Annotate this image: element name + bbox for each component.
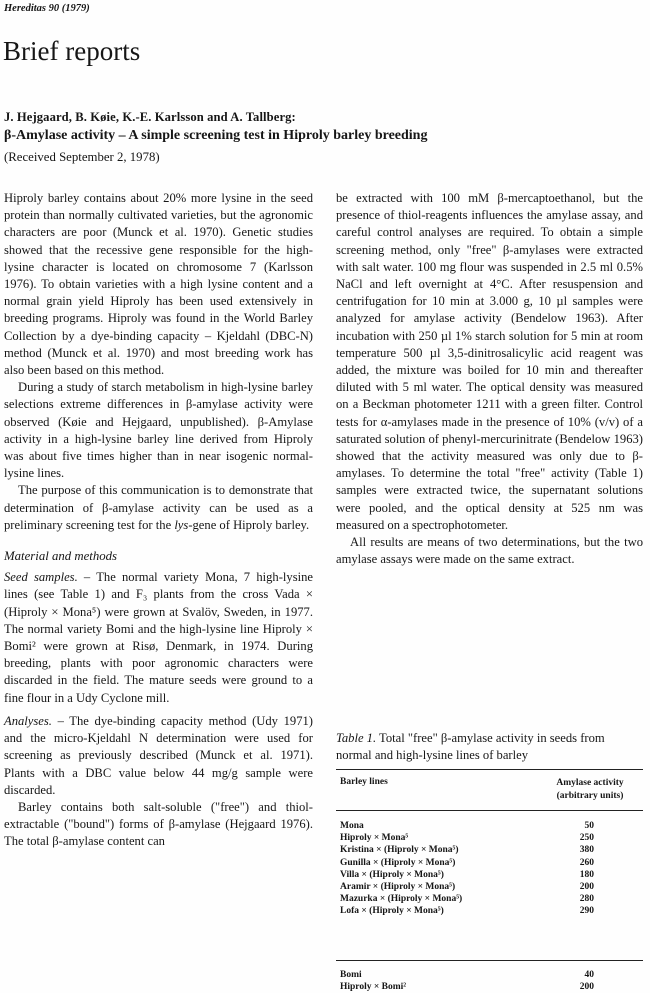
table-cell-line: Bomi bbox=[340, 970, 362, 980]
paragraph-seed bbox=[4, 569, 313, 707]
paragraph-barley: Barley contains both salt-soluble ("free") and thiol-extractable ("bound") forms of β-amylase (Hejgaard 1976). The total β-amylase content can bbox=[4, 799, 313, 849]
section-heading: Brief reports bbox=[3, 36, 141, 66]
table-header-rule bbox=[336, 810, 643, 811]
table-cell-line: Lofa × (Hiproly × Mona⁵) bbox=[340, 906, 444, 917]
table-caption-text: Total "free" β-amylase activity in seeds from normal and high-lysine lines of barley bbox=[336, 731, 605, 763]
table-cell-line: Kristina × (Hiproly × Mona⁵) bbox=[340, 845, 459, 856]
methods-heading: Material and methods bbox=[4, 549, 118, 564]
table-cell-line: Mona bbox=[340, 821, 364, 831]
paragraph-analyses bbox=[4, 713, 313, 799]
table-row bbox=[340, 881, 640, 893]
table-row bbox=[340, 820, 640, 832]
table-label: Table 1. bbox=[336, 731, 377, 745]
paragraph-results: All results are means of two determinations, but the two amylase assays were made on the same extract. bbox=[336, 535, 643, 567]
table-cell-activity: 200 bbox=[579, 882, 594, 892]
table-cell-line: Hiproly × Bomi² bbox=[340, 982, 407, 993]
table-row bbox=[340, 969, 640, 981]
paragraph-purpose bbox=[4, 482, 313, 534]
table-caption bbox=[336, 730, 643, 764]
article-title: β-Amylase activity – A simple screening test in Hiproly barley breeding bbox=[4, 128, 428, 143]
table-cell-activity: 180 bbox=[579, 869, 594, 880]
table-cell-activity: 250 bbox=[579, 833, 594, 844]
purpose-italic: lys bbox=[174, 517, 189, 532]
table-top-rule bbox=[336, 769, 643, 770]
table-row bbox=[340, 844, 640, 856]
table-row bbox=[340, 893, 640, 905]
received-date: (Received September 2, 1978) bbox=[4, 150, 160, 164]
right-column bbox=[336, 190, 643, 568]
seed-text: – The normal variety Mona, 7 high-lysine lines (see Table 1) and F₃ plants from the cross Vada × (Hiproly × Mona⁵) were grown at Svalöv, Sweden, in 1977. The normal variety Bomi and the high-lysine line Hiproly × Bomi² were grown at Risø, Denmark, in 1974. During breeding, plants with poor agronomic characters were discarded in the field. The mature seeds were ground to a fine flour in a Udy Cyclone mill. bbox=[4, 570, 313, 705]
table-cell-line: Hiproly × Mona⁵ bbox=[340, 833, 409, 844]
table-cell-activity: 50 bbox=[584, 821, 594, 831]
table-group-rule bbox=[336, 960, 643, 961]
table-row bbox=[340, 857, 640, 869]
table-header-activity-line1: Amylase activity bbox=[556, 778, 624, 788]
table-cell-line: Aramir × (Hiproly × Mona⁵) bbox=[340, 882, 456, 892]
table-header-activity-line2: (arbitrary units) bbox=[556, 791, 624, 801]
purpose-text-1: The purpose of this communication is to demonstrate that determination of β-amylase activity can be used as a preliminary screening test for the bbox=[4, 483, 313, 532]
authors: J. Hejgaard, B. Køie, K.-E. Karlsson and A. Tallberg: bbox=[4, 110, 296, 124]
table-cell-activity: 290 bbox=[579, 906, 594, 917]
table-cell-line: Villa × (Hiproly × Mona⁵) bbox=[340, 869, 444, 880]
paragraph-starch: During a study of starch metabolism in high-lysine barley selections extreme differences in β-amylase activity were observed (Køie and Hejgaard, unpublished). β-Amylase activity in a high-lysine barley line derived from Hiproly was about five times higher than in near isogenic normal-lysine lines. bbox=[4, 380, 313, 481]
journal-header: Hereditas 90 (1979) bbox=[4, 3, 90, 14]
table-cell-line: Gunilla × (Hiproly × Mona⁵) bbox=[340, 857, 456, 868]
table-row bbox=[340, 905, 640, 917]
table-row bbox=[340, 869, 640, 881]
table-cell-activity: 280 bbox=[579, 894, 594, 905]
purpose-text-2: -gene of Hiproly barley. bbox=[188, 517, 310, 532]
analyses-text: – The dye-binding capacity method (Udy 1971) and the micro-Kjeldahl N determination were used for screening as previously described (Munck et al. 1971). Plants with a DBC value below 44 mg/g sample were discarded. bbox=[4, 713, 313, 797]
left-column bbox=[4, 190, 313, 851]
table-header-activity bbox=[536, 777, 644, 803]
seed-label: Seed samples. bbox=[4, 570, 78, 585]
table-header-lines: Barley lines bbox=[340, 777, 388, 787]
table-cell-activity: 200 bbox=[579, 982, 594, 993]
analyses-label: Analyses. bbox=[4, 713, 52, 728]
table-row bbox=[340, 832, 640, 844]
paragraph-extraction: be extracted with 100 mM β-mercaptoethanol, but the presence of thiol-reagents influences the amylase assay, and careful control analyses are required. To obtain a simple screening method, only "free" β-amylases were extracted with salt water. 100 mg flour was suspended in 2.5 ml 0.5% NaCl and left overnight at 4°C. After resuspension and centrifugation for 10 min at 3.000 g, 10 µl samples were analyzed for amylase activity (Bendelow 1963). After incubation with 250 µl 1% starch solution for 5 min at room temperature 500 µl 3,5-dinitrosalicylic acid reagent was added, the mixture was boiled for 10 min and thereafter diluted with 5 ml water. The optical density was measured on a Beckman photometer 1211 with a green filter. Control tests for α-amylases made in the presence of 10% (v/v) of a saturated solution of phenyl-mercurinitrate (Bendelow 1963) showed that the activity measured was only due to β-amylases. To determine the total "free" activity (Table 1) samples were extracted twice, the supernatant solutions were pooled, and the optical density at 525 nm was measured on a spectrophotometer. bbox=[336, 191, 643, 532]
table-cell-activity: 40 bbox=[584, 970, 594, 980]
table-cell-line: Mazurka × (Hiproly × Mona⁵) bbox=[340, 894, 463, 905]
table-row bbox=[340, 981, 640, 993]
paragraph-intro: Hiproly barley contains about 20% more lysine in the seed protein than normally cultivated varieties, but the agronomic characters are poor (Munck et al. 1970). Genetic studies showed that the recessive gene responsible for the high-lysine character is located on chromosome 7 (Karlsson 1976). To obtain varieties with a high lysine content and a normal grain yield Hiproly has been used extensively in breeding programs. Hiproly was found in the World Barley Collection by a dye-binding capacity – Kjeldahl (DBC-N) method (Munck et al. 1970) and most breeding work has also been based on this method. bbox=[4, 191, 313, 378]
table-cell-activity: 260 bbox=[579, 857, 594, 868]
table-cell-activity: 380 bbox=[579, 845, 594, 856]
